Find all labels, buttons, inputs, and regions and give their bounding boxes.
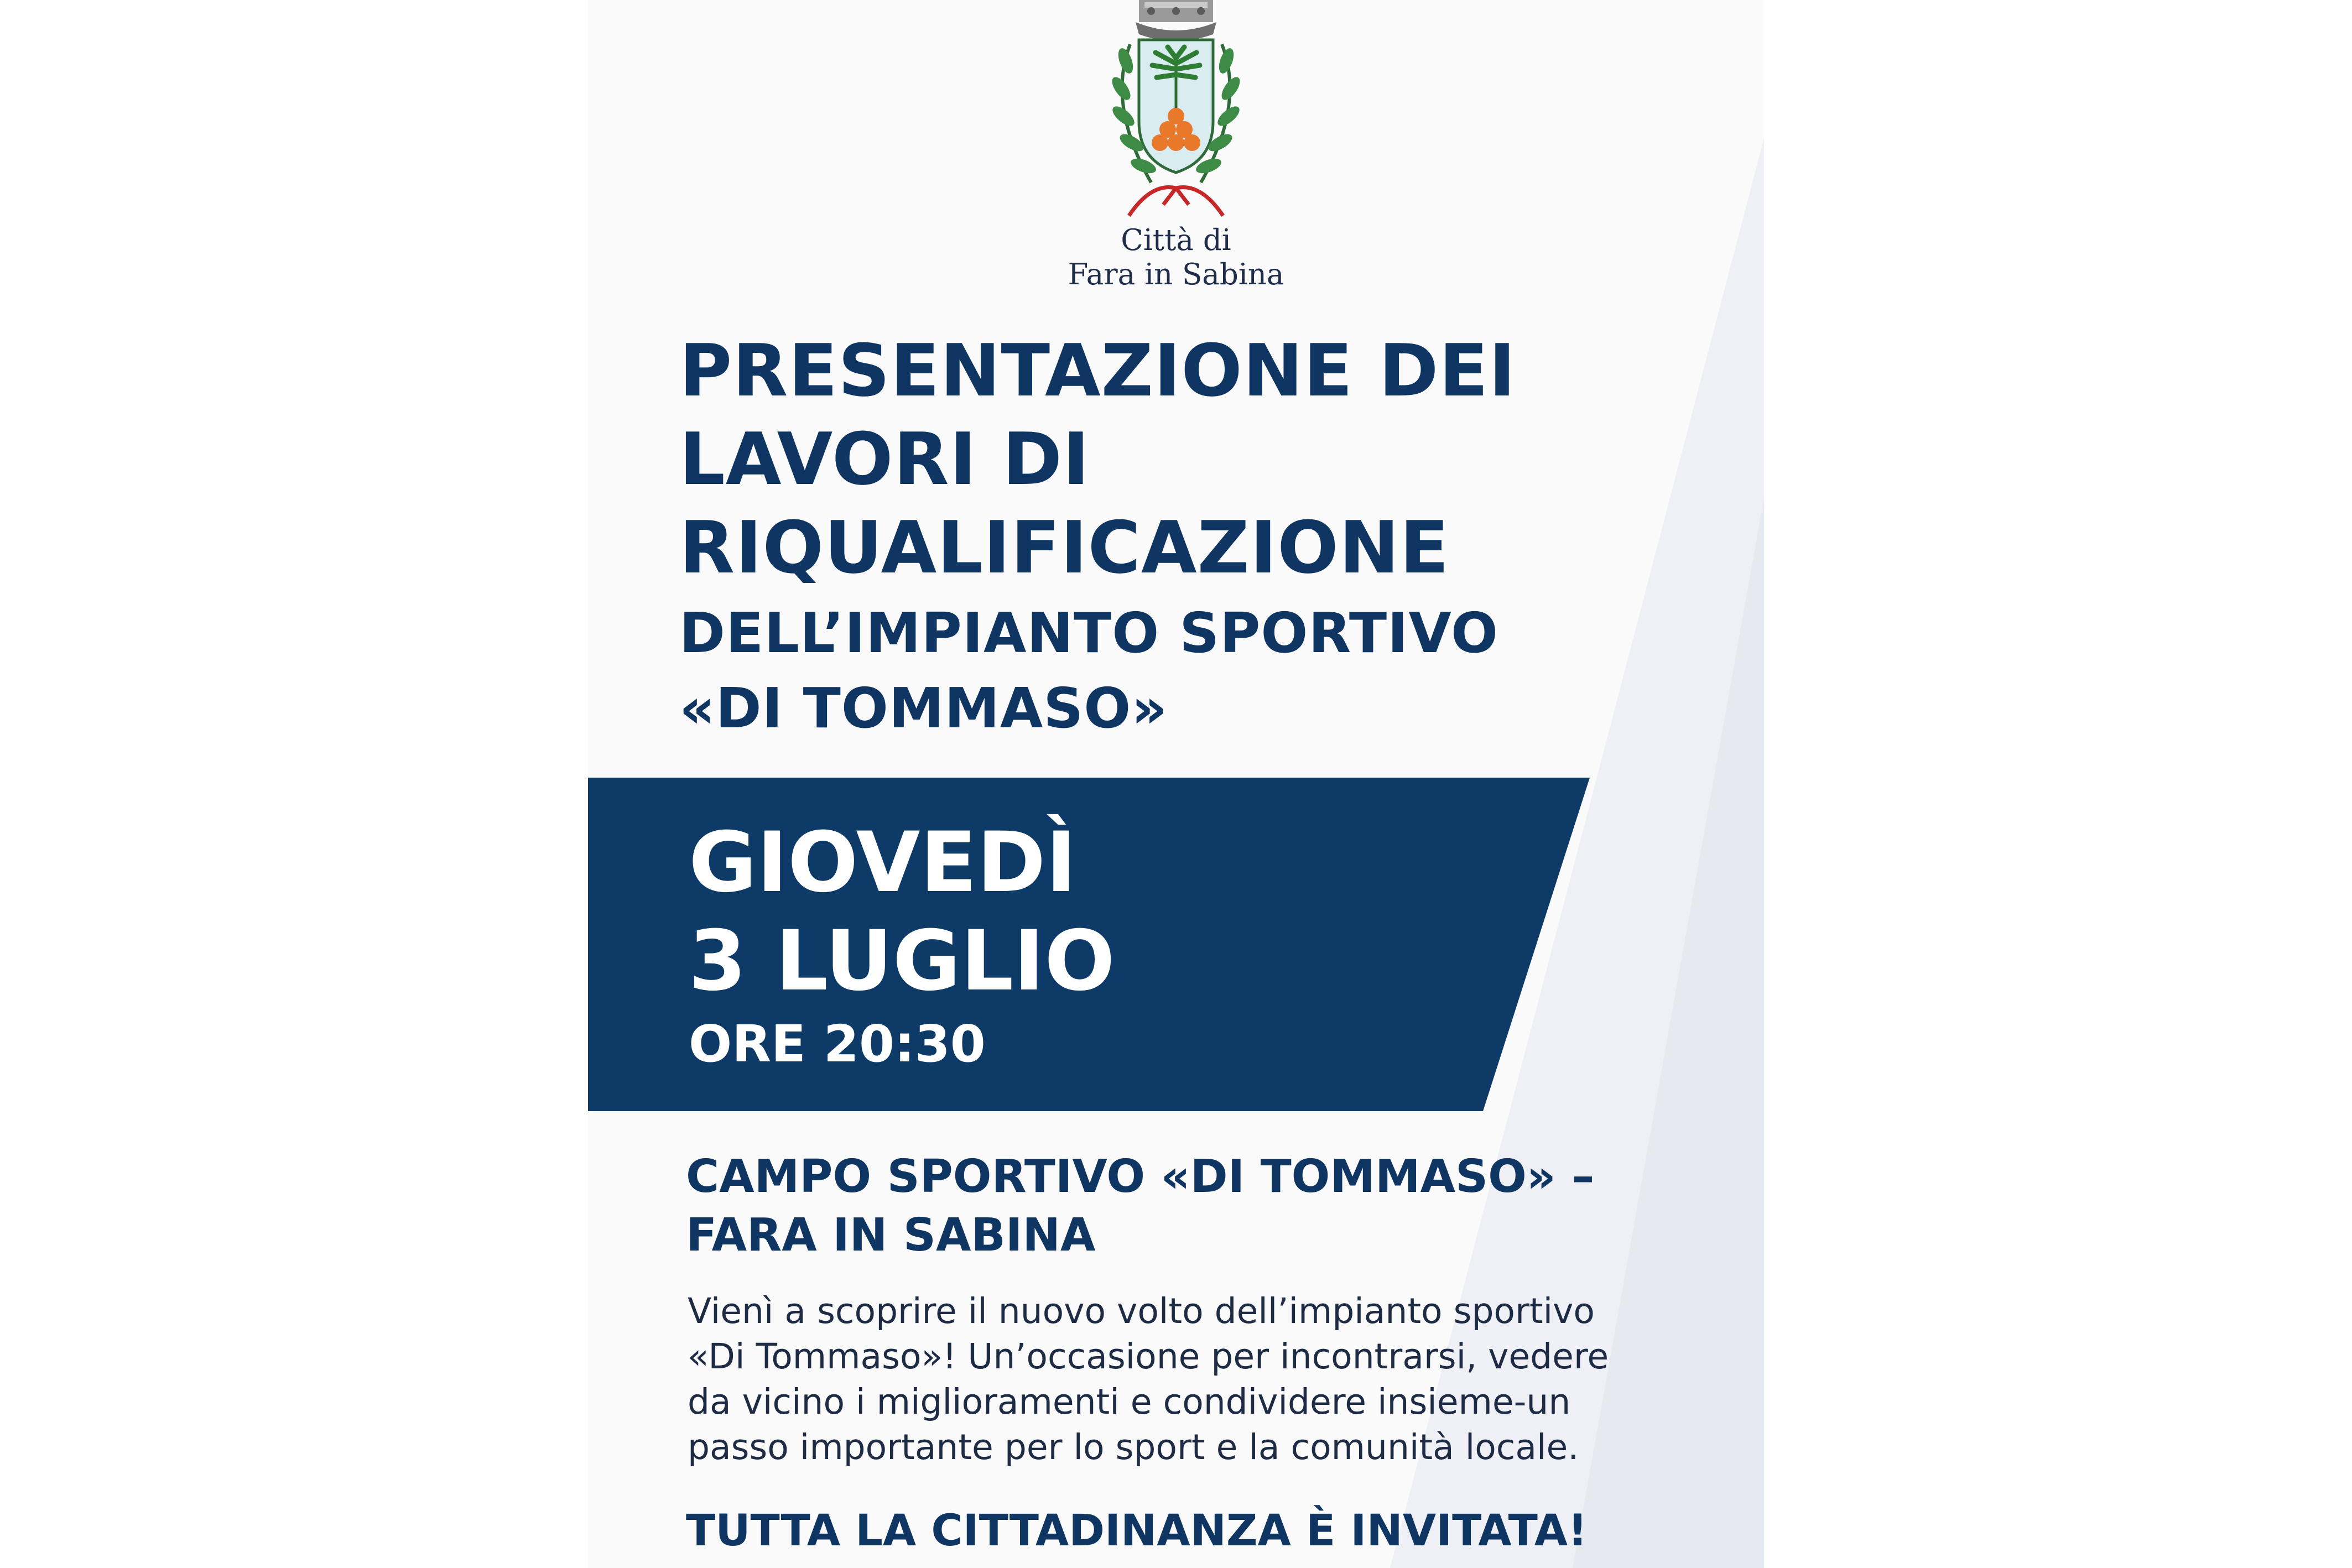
event-time: ORE 20:30 [689,1014,986,1074]
event-date: 3 LUGLIO [689,913,1115,1009]
title-line5: «DI TOMMASO» [679,676,1168,741]
fara-in-sabina-coat-of-arms-icon [1068,0,1284,243]
city-label-line1: Città di [1121,223,1231,257]
description-line4: passo importante per lo sport e la comunità locale. [688,1427,1579,1467]
description-line1: Vienì a scoprire il nuovo volto dell’impianto sportivo [688,1291,1595,1331]
title-line1: PRESENTAZIONE DEI [679,329,1516,413]
title-line2: LAVORI DI [679,417,1090,501]
city-label-line2: Fara in Sabina [1068,258,1284,291]
description-line2: «Di Tommaso»! Un’occasione per incontrarsi, vedere [688,1336,1609,1377]
event-day: GIOVEDÌ [689,815,1077,911]
venue-line1: CAMPO SPORTIVO «DI TOMMASO» – [686,1150,1595,1203]
title-line4: DELL’IMPIANTO SPORTIVO [679,601,1498,665]
title-line3: RIQUALIFICAZIONE [679,506,1450,590]
description-line3: da vicino i miglioramenti e condividere insieme-un [688,1382,1571,1422]
invitation-text: TUTTA LA CITTADINANZA È INVITATA! [686,1506,1588,1556]
event-poster [588,0,1764,1568]
venue-line2: FARA IN SABINA [686,1209,1096,1262]
